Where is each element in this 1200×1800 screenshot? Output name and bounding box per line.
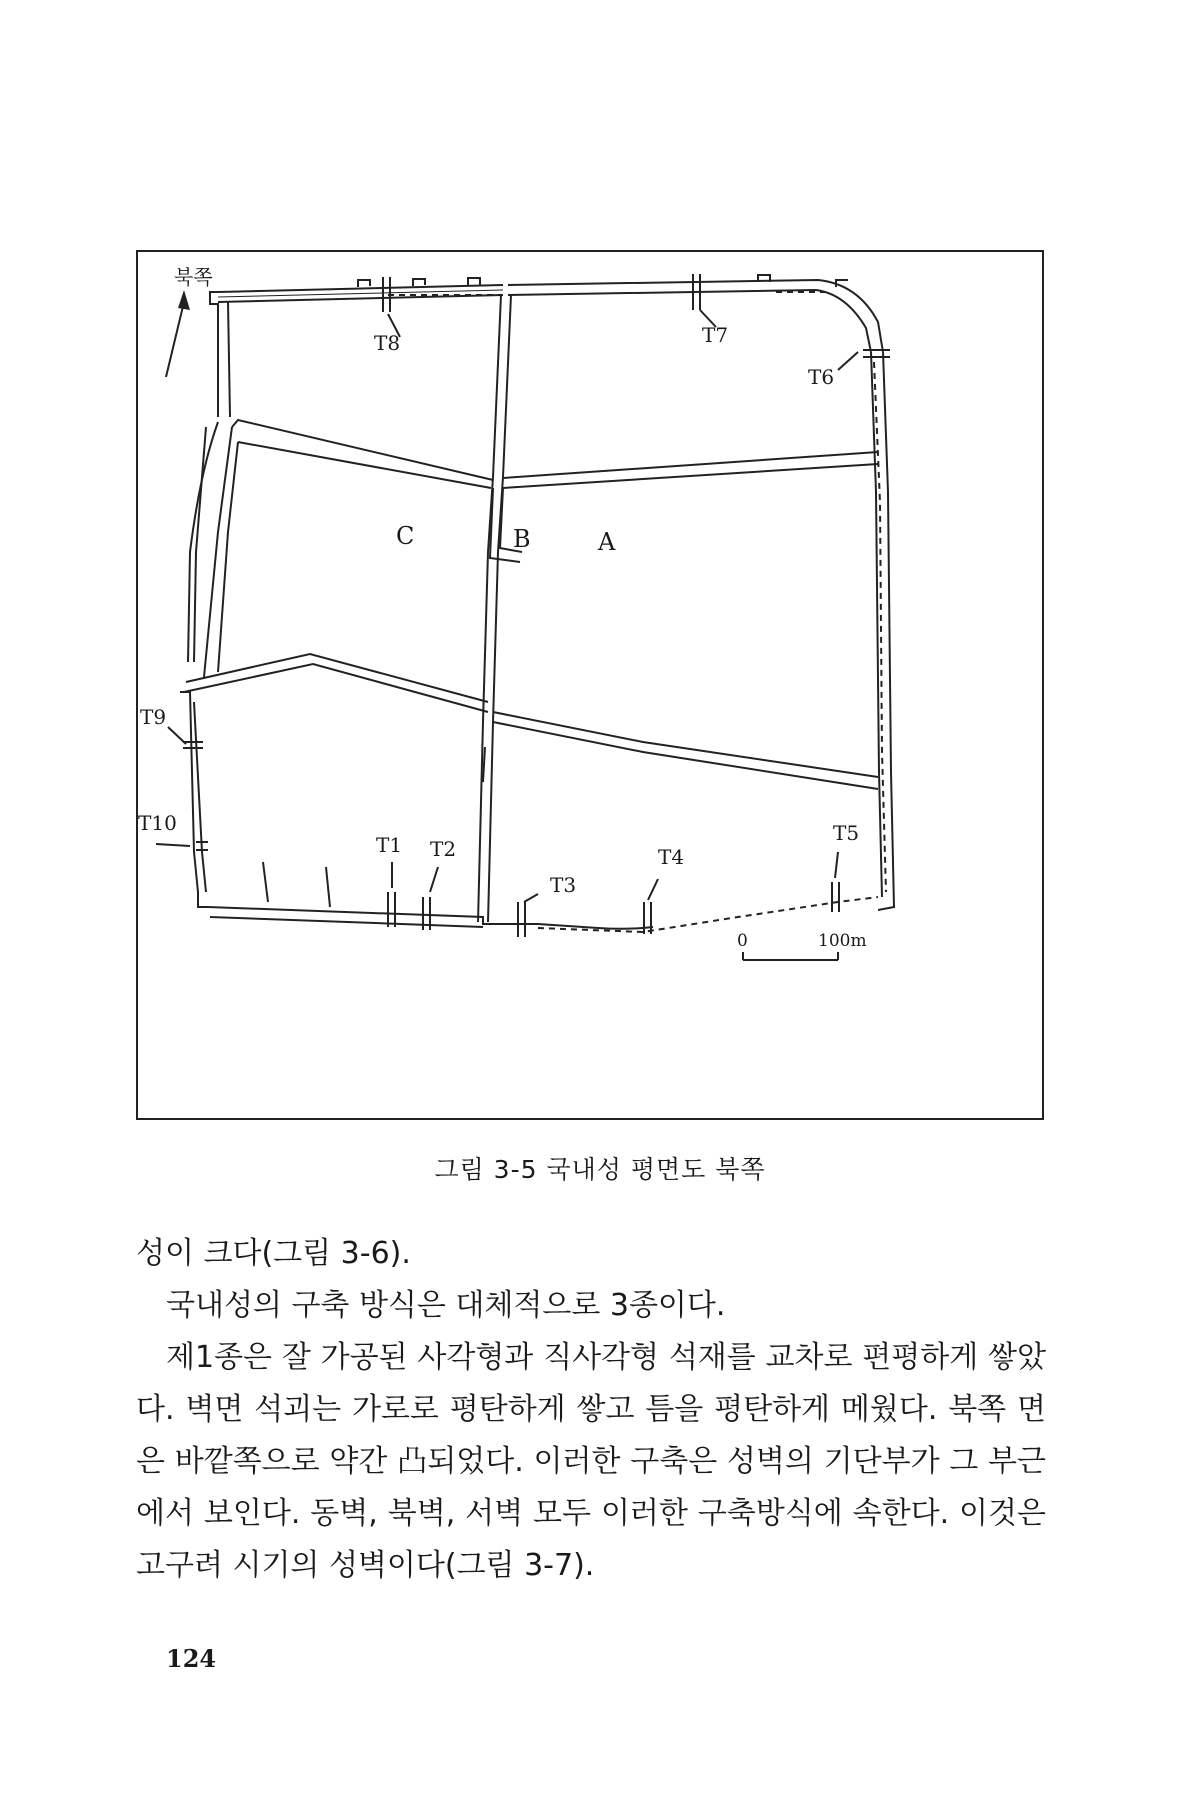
- zone-label-c: C: [396, 522, 415, 550]
- outer-walls: [180, 280, 894, 929]
- test-pit-label: T7: [702, 323, 729, 347]
- test-pit-label: T5: [833, 821, 860, 845]
- page-number: 124: [166, 1644, 217, 1673]
- body-text-line: 고구려 시기의 성벽이다(그림 3-7).: [136, 1548, 595, 1583]
- body-text-line: 은 바깥쪽으로 약간 凸되었다. 이러한 구축은 성벽의 기단부가 그 부근: [136, 1444, 1046, 1479]
- test-pit-label: T6: [808, 365, 835, 389]
- site-plan-figure: [136, 250, 1044, 1120]
- test-pit-label: T9: [140, 705, 167, 729]
- inner-walls: [184, 295, 878, 922]
- body-text-line: 성이 크다(그림 3-6).: [136, 1236, 411, 1271]
- body-text-line: 다. 벽면 석괴는 가로로 평탄하게 쌓고 틈을 평탄하게 메웠다. 북쪽 면: [136, 1392, 1046, 1427]
- body-text-line: 국내성의 구축 방식은 대체적으로 3종이다.: [166, 1288, 726, 1323]
- scale-bar: [737, 931, 867, 960]
- test-pit-label: T8: [374, 331, 401, 355]
- north-label: 북쪽: [174, 265, 213, 289]
- test-pit-label: T10: [138, 811, 177, 835]
- body-text-line: 에서 보인다. 동벽, 북벽, 서벽 모두 이러한 구축방식에 속한다. 이것은: [136, 1496, 1046, 1531]
- zone-label-a: A: [598, 528, 616, 556]
- test-pit-label: T3: [550, 873, 577, 897]
- scale-end: 100m: [818, 931, 867, 951]
- north-arrow-icon: [166, 290, 190, 377]
- body-text-line: 제1종은 잘 가공된 사각형과 직사각형 석재를 교차로 편평하게 쌓았: [166, 1340, 1046, 1375]
- figure-caption: 그림 3-5 국내성 평면도 북쪽: [434, 1155, 766, 1184]
- zone-label-b: B: [513, 525, 531, 553]
- test-pit-label: T2: [430, 837, 457, 861]
- scale-start: 0: [737, 931, 748, 951]
- site-plan-map: [138, 252, 1042, 1118]
- test-pit-label: T4: [658, 845, 685, 869]
- test-pit-markers: [183, 274, 890, 937]
- test-pit-label: T1: [376, 833, 403, 857]
